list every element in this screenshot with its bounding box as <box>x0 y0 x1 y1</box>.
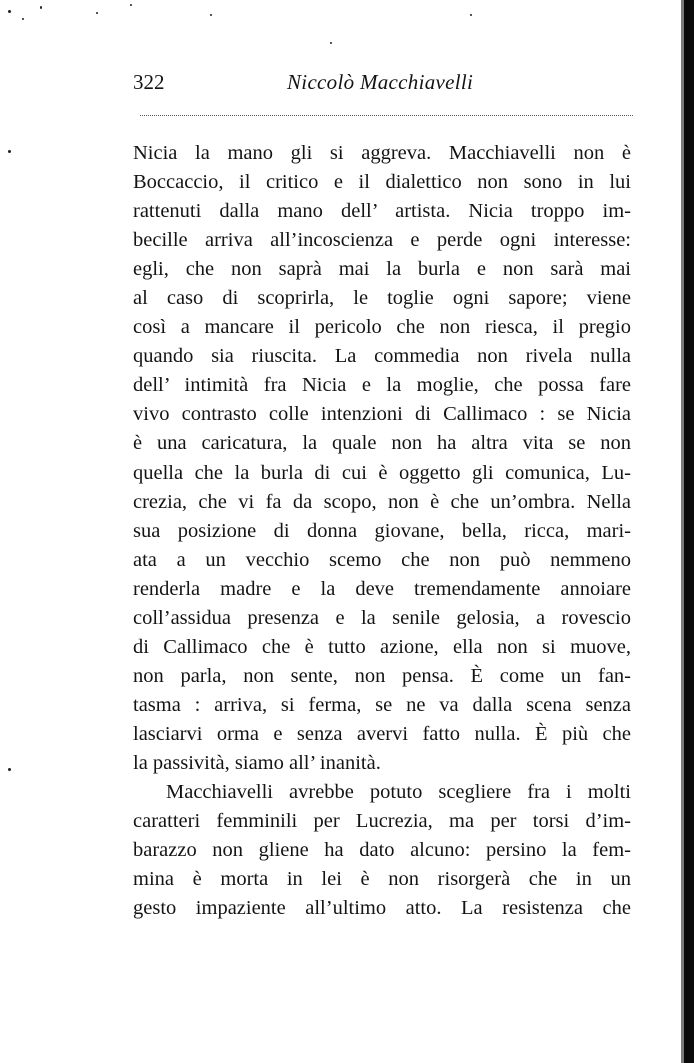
page-edge-border <box>684 0 694 1063</box>
text-line: barazzo non gliene ha dato alcuno: persino la fem- <box>133 839 631 862</box>
text-line: di Callimaco che è tutto azione, ella non si muove, <box>133 635 631 658</box>
header-rule <box>140 115 633 116</box>
text-line: dell’ intimità fra Nicia e la moglie, che possa fare <box>133 374 631 397</box>
text-line: egli, che non saprà mai la burla e non sarà mai <box>133 258 631 281</box>
scan-speck <box>8 10 11 13</box>
text-line: la passività, siamo all’ inanità. <box>133 751 381 774</box>
scan-speck <box>470 14 472 16</box>
text-line: Macchiavelli avrebbe potuto scegliere fra i molti <box>166 781 631 804</box>
scan-speck <box>8 768 11 771</box>
running-title: Niccolò Macchiavelli <box>287 70 474 94</box>
text-line: al caso di scoprirla, le toglie ogni sapore; viene <box>133 287 631 310</box>
text-line: mina è morta in lei è non risorgerà che in un <box>133 868 631 891</box>
text-line: coll’assidua presenza e la senile gelosia, a rovescio <box>133 606 631 629</box>
scan-speck <box>96 12 98 14</box>
text-line: quando sia riuscita. La commedia non rivela nulla <box>133 345 631 368</box>
scan-speck <box>8 150 11 153</box>
text-line: rattenuti dalla mano dell’ artista. Nicia troppo im- <box>133 200 631 223</box>
text-line: becille arriva all’incoscienza e perde ogni interesse: <box>133 229 631 252</box>
scan-speck <box>22 18 24 20</box>
text-line: lasciarvi orma e senza avervi fatto nulla. È più che <box>133 722 631 745</box>
body-text <box>133 139 631 923</box>
scan-speck <box>130 4 132 6</box>
text-line: sua posizione di donna giovane, bella, ricca, mari- <box>133 519 631 542</box>
text-line: è una caricatura, la quale non ha altra vita se non <box>133 432 631 455</box>
text-line: Nicia la mano gli si aggreva. Macchiavelli non è <box>133 142 631 164</box>
text-line: vivo contrasto colle intenzioni di Callimaco : se Nicia <box>133 403 631 426</box>
text-line: tasma : arriva, si ferma, se ne va dalla scena senza <box>133 693 631 716</box>
text-line: crezia, che vi fa da scopo, non è che un’ombra. Nella <box>133 490 631 513</box>
text-line: così a mancare il pericolo che non riesca, il pregio <box>133 316 631 339</box>
text-line: caratteri femminili per Lucrezia, ma per torsi d’im- <box>133 810 631 833</box>
text-line: gesto impaziente all’ultimo atto. La resistenza che <box>133 897 631 920</box>
scan-speck <box>330 42 332 44</box>
scan-speck <box>210 14 212 16</box>
text-line: renderla madre e la deve tremendamente annoiare <box>133 577 631 600</box>
text-line: ata a un vecchio scemo che non può nemmeno <box>133 548 631 571</box>
scan-speck <box>40 6 42 9</box>
text-line: Boccaccio, il critico e il dialettico non sono in lui <box>133 171 631 194</box>
text-line: non parla, non sente, non pensa. È come un fan- <box>133 664 631 687</box>
text-line: quella che la burla di cui è oggetto gli comunica, Lu- <box>133 461 631 484</box>
page-number: 322 <box>133 70 165 94</box>
page-header <box>133 70 631 100</box>
